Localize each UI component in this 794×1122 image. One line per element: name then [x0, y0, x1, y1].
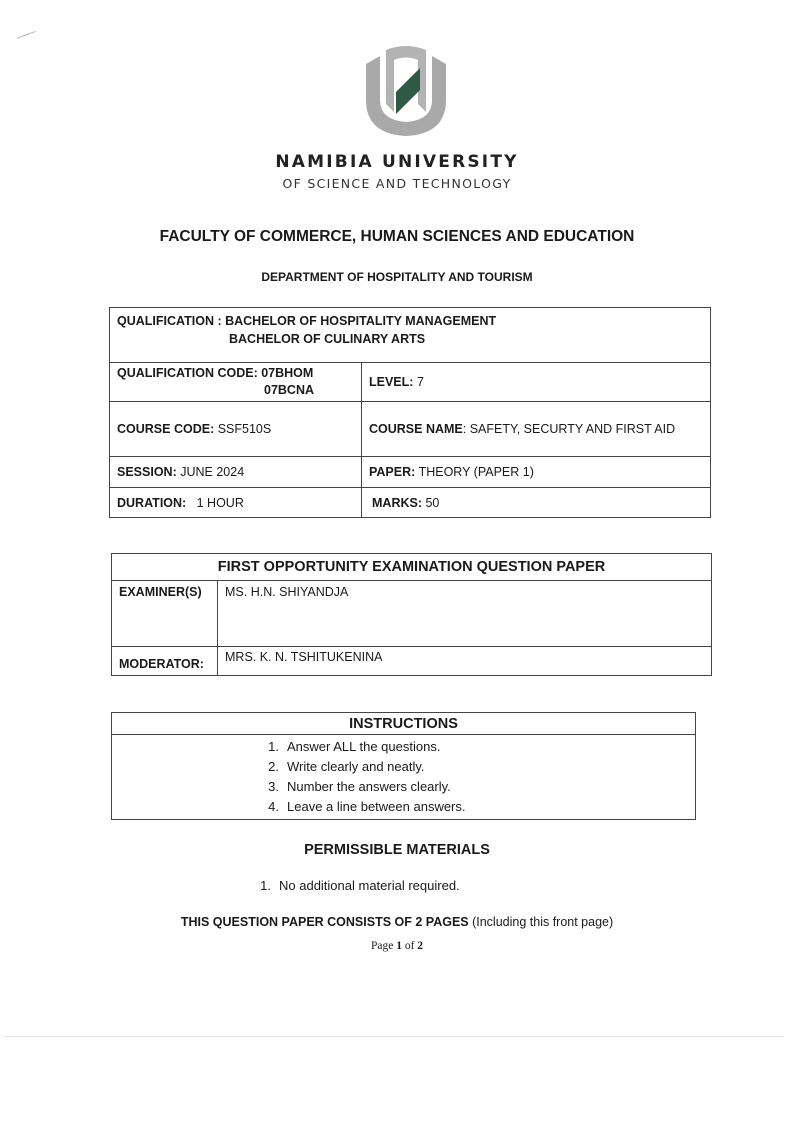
level-value: 7: [416, 375, 424, 389]
examination-table: [111, 553, 712, 676]
instruction-item: 3. Number the answers clearly.: [268, 779, 451, 794]
course-name-cell: [362, 402, 711, 457]
level-cell: [362, 363, 711, 402]
instruction-item: 2. Write clearly and neatly.: [268, 759, 425, 774]
session-row: [110, 457, 711, 488]
qualification-code-row: [110, 363, 711, 402]
department-title: DEPARTMENT OF HOSPITALITY AND TOURISM: [261, 270, 533, 284]
instruction-item: 4. Leave a line between answers.: [268, 799, 466, 814]
course-code-value: SSF510S: [217, 422, 272, 436]
university-shield-logo-icon: [362, 42, 450, 138]
qualification-code-cell: [110, 363, 362, 402]
qualification-line1: BACHELOR OF HOSPITALITY MANAGEMENT: [225, 314, 497, 328]
paper-value: THEORY (PAPER 1): [418, 465, 534, 479]
scan-artifact: [17, 31, 40, 48]
permissible-material-item: 1. No additional material required.: [260, 878, 460, 893]
examination-title: FIRST OPPORTUNITY EXAMINATION QUESTION PAPER: [112, 554, 712, 581]
course-info-table: [109, 307, 711, 518]
qualification-line2: BACHELOR OF CULINARY ARTS: [229, 332, 426, 346]
moderator-label: MODERATOR:: [112, 647, 218, 676]
course-code-label: COURSE CODE:: [117, 422, 215, 436]
examination-title-row: [112, 554, 712, 581]
qualification-code-2: 07BCNA: [264, 383, 315, 397]
duration-value: 1 HOUR: [196, 495, 244, 510]
permissible-materials-title: PERMISSIBLE MATERIALS: [304, 842, 490, 858]
instructions-list: [112, 735, 695, 819]
paper-label: PAPER:: [369, 465, 416, 479]
course-name-value: : SAFETY, SECURTY AND FIRST AID: [462, 422, 676, 436]
scan-edge-line: [4, 1036, 784, 1037]
university-subtitle: OF SCIENCE AND TECHNOLOGY: [282, 176, 512, 191]
paper-cell: [362, 457, 711, 488]
course-row: [110, 402, 711, 457]
marks-cell: [362, 488, 711, 518]
qualification-code-1: 07BHOM: [261, 366, 314, 380]
level-label: LEVEL:: [369, 375, 414, 389]
qualification-code-label: QUALIFICATION CODE:: [117, 366, 258, 380]
moderator-value: MRS. K. N. TSHITUKENINA: [218, 647, 712, 676]
instructions-title: INSTRUCTIONS: [112, 713, 696, 735]
instructions-title-row: [112, 713, 696, 735]
qualification-cell: [110, 308, 711, 363]
instructions-body-row: [112, 735, 696, 820]
duration-row: [110, 488, 711, 518]
instructions-table: [111, 712, 696, 820]
duration-label: DURATION:: [117, 495, 187, 510]
examiner-row: [112, 581, 712, 647]
session-cell: [110, 457, 362, 488]
course-name-label: COURSE NAME: [369, 422, 463, 436]
qualification-row: [110, 308, 711, 363]
course-code-cell: [110, 402, 362, 457]
page-number: Page 1 of 2: [370, 940, 424, 952]
examiner-label: EXAMINER(S): [112, 581, 218, 647]
page-count-statement: THIS QUESTION PAPER CONSISTS OF 2 PAGES (Including this front page): [180, 915, 614, 929]
instruction-item: 1. Answer ALL the questions.: [268, 739, 441, 754]
university-name: NAMIBIA UNIVERSITY: [275, 152, 519, 172]
session-value: JUNE 2024: [180, 465, 245, 479]
qualification-label: QUALIFICATION :: [117, 314, 226, 328]
moderator-row: [112, 647, 712, 676]
marks-label: MARKS:: [372, 495, 422, 510]
session-label: SESSION:: [117, 465, 177, 479]
duration-cell: [110, 488, 362, 518]
examiner-value: MS. H.N. SHIYANDJA: [218, 581, 712, 647]
faculty-title: FACULTY OF COMMERCE, HUMAN SCIENCES AND EDUCATION: [159, 228, 635, 245]
marks-value: 50: [425, 495, 440, 510]
